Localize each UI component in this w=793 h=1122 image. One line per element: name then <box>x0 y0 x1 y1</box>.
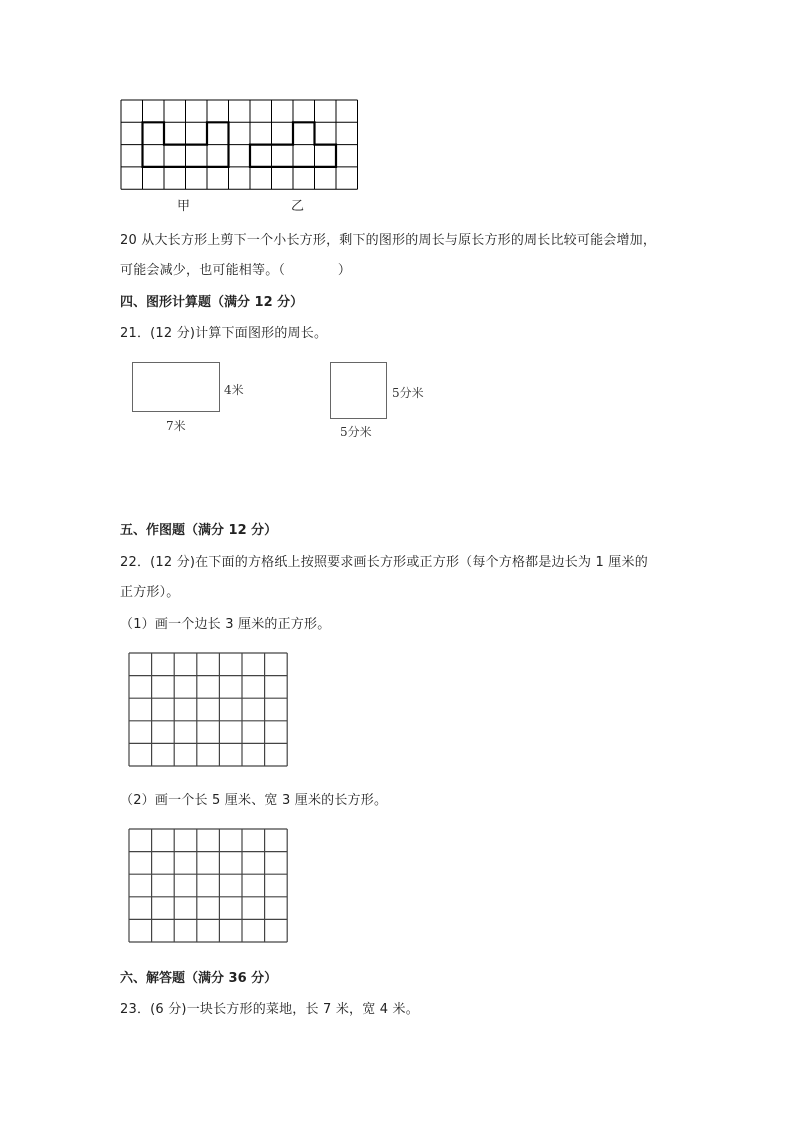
square-figure <box>330 362 387 419</box>
drawing-grid-2[interactable] <box>129 829 287 942</box>
square-side-label: 5分米 <box>392 386 424 400</box>
square-bottom-label: 5分米 <box>340 425 372 439</box>
section-4-title: 四、图形计算题（满分 12 分） <box>120 295 304 310</box>
question-22-part2: （2）画一个长 5 厘米、宽 3 厘米的长方形。 <box>120 793 388 808</box>
rectangle-side-label: 4米 <box>224 383 244 397</box>
question-20-line2: 可能会减少，也可能相等。（ ） <box>120 263 352 278</box>
question-22-part1: （1）画一个边长 3 厘米的正方形。 <box>120 617 331 632</box>
question-21-text: 21．(12 分)计算下面图形的周长。 <box>120 326 328 341</box>
section-5-title: 五、作图题（满分 12 分） <box>120 523 278 538</box>
shape-label-b: 乙 <box>291 199 305 214</box>
question-22-line2: 正方形）。 <box>120 585 180 600</box>
question-20-line1: 20 从大长方形上剪下一个小长方形，剩下的图形的周长与原长方形的周长比较可能会增加， <box>120 233 657 248</box>
section-6-title: 六、解答题（满分 36 分） <box>120 971 278 986</box>
grid-figure <box>121 100 358 190</box>
question-23-text: 23．(6 分)一块长方形的菜地，长 7 米，宽 4 米。 <box>120 1002 419 1017</box>
question-22-line1: 22．(12 分)在下面的方格纸上按照要求画长方形或正方形（每个方格都是边长为 1 厘米的 <box>120 555 648 570</box>
rectangle-figure <box>132 362 220 412</box>
drawing-grid-1[interactable] <box>129 653 287 766</box>
shape-label-a: 甲 <box>177 199 191 214</box>
rectangle-bottom-label: 7米 <box>166 419 186 433</box>
